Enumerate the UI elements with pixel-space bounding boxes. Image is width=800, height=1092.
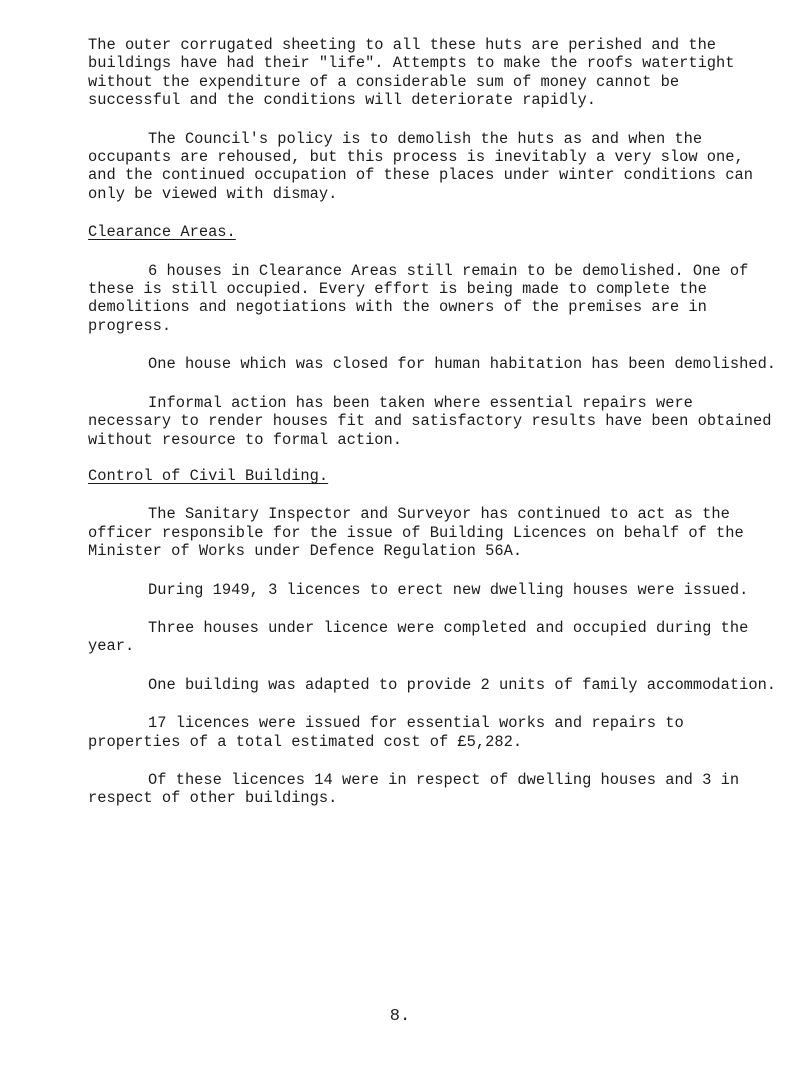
civil-paragraph-inspector: The Sanitary Inspector and Surveyor has continued to act as the officer responsible for the issue of Building Licences on behalf of the Minister of Works under Defence Regulation 56A. [88,505,753,561]
section-heading-control-civil-building: Control of Civil Building. [88,466,329,485]
civil-paragraph-licence-breakdown: Of these licences 14 were in respect of dwelling houses and 3 in respect of other buildings. [88,770,749,808]
intro-paragraph-huts: The outer corrugated sheeting to all these huts are perished and the buildings have had their "life". Attempts to make the roofs watertight without the expenditure of a considerable sum of money cannot be successful and the conditions will deteriorate rapidly. [88,36,744,110]
clearance-paragraph-informal-action: Informal action has been taken where essential repairs were necessary to render houses fit and satisfactory results have been obtained without resource to formal action. [88,393,781,449]
civil-paragraph-repair-licences: 17 licences were issued for essential works and repairs to properties of a total estimated cost of £5,282. [88,714,693,751]
civil-paragraph-licences-1949: During 1949, 3 licences to erect new dwelling houses were issued. [148,580,749,599]
clearance-paragraph-houses: 6 houses in Clearance Areas still remain to be demolished. One of these is still occupied. Every effort is being made to complete the demolitions and negotiations with the owners of the premises are in progress. [88,261,758,335]
intro-paragraph-council-policy: The Council's policy is to demolish the huts as and when the occupants are rehoused, but this process is inevitably a very slow one, and the continued occupation of these places under winter conditions can only be viewed with dismay. [88,129,763,203]
section-heading-clearance-areas: Clearance Areas. [88,223,236,242]
civil-paragraph-houses-completed: Three houses under licence were completed and occupied during the year. [88,618,758,656]
clearance-paragraph-demolished: One house which was closed for human habitation has been demolished. [148,355,777,374]
page-number: 8. [389,1007,411,1026]
civil-paragraph-building-adapted: One building was adapted to provide 2 units of family accommodation. [148,675,777,694]
